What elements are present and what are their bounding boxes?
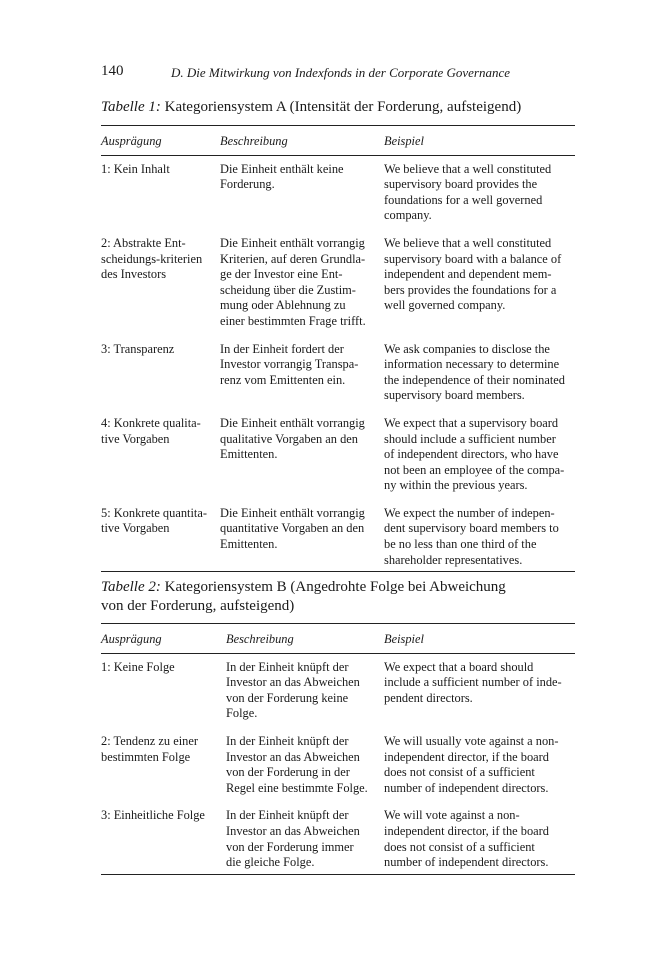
cell-line: renz vom Emittenten ein. [220,372,346,387]
cell-line: Die Einheit enthält vorrangig [220,235,365,250]
cell-line: dent supervisory board members to [384,521,559,536]
cell-line: independent director, if the board [384,823,549,838]
cell-line: einer bestimmten Frage trifft. [220,313,366,328]
table1-header-beschreibung: Beschreibung [220,126,384,156]
table-cell-beschreibung [220,231,384,337]
cell-line: Kriterien, auf deren Grundla- [220,251,366,266]
table-cell-beispiel [384,411,575,501]
table1-header-beispiel: Beispiel [384,126,575,156]
cell-line: tive Vorgaben [101,521,170,536]
cell-line: should include a sufficient number [384,431,556,446]
table-cell-beispiel [384,729,575,803]
cell-line: 3: Einheitliche Folge [101,808,205,823]
table-row [101,231,575,337]
cell-line: 4: Konkrete qualita- [101,415,201,430]
table1-header-row [101,126,575,156]
table-cell-beschreibung [226,653,384,729]
table-cell-beschreibung [220,411,384,501]
cell-line: be no less than one third of the [384,537,537,552]
table-cell-auspraegung [101,729,226,803]
table-cell-auspraegung [101,337,220,411]
table-row [101,155,575,231]
table-row [101,729,575,803]
cell-line: We ask companies to disclose the [384,341,550,356]
cell-line: von der Forderung keine [226,690,349,705]
table1 [101,125,575,572]
cell-line: die gleiche Folge. [226,855,315,870]
table2 [101,623,575,875]
table-cell-auspraegung [101,231,220,337]
table1-body [101,155,575,572]
cell-line: Die Einheit enthält vorrangig [220,415,365,430]
cell-line: We believe that a well constituted [384,235,552,250]
cell-line: von der Forderung in der [226,765,350,780]
table-cell-beispiel [384,803,575,874]
table1-caption-label: Tabelle 1: [101,99,161,115]
table-cell-beispiel [384,231,575,337]
cell-line: foundations for a well governed [384,192,543,207]
cell-line: Investor vorrangig Transpa- [220,357,359,372]
cell-line: independent director, if the board [384,749,549,764]
cell-line: von der Forderung immer [226,839,354,854]
cell-line: In der Einheit knüpft der [226,808,349,823]
cell-line: 1: Keine Folge [101,659,175,674]
page-header [101,63,581,83]
table1-header-auspraegung: Ausprägung [101,126,220,156]
table2-header-beschreibung: Beschreibung [226,624,384,654]
cell-line: 1: Kein Inhalt [101,161,170,176]
cell-line: number of independent directors. [384,855,549,870]
table2-caption-line-1: Kategoriensystem B (Angedrohte Folge bei Abweichung [164,579,506,595]
cell-line: We expect the number of indepen- [384,505,555,520]
cell-line: the independence of their nominated [384,372,565,387]
table-cell-beschreibung [220,155,384,231]
cell-line: information necessary to determine [384,357,560,372]
table2-body [101,653,575,874]
cell-line: We expect that a supervisory board [384,415,559,430]
cell-line: bestimmten Folge [101,749,191,764]
cell-line: ny within the previous years. [384,478,528,493]
table-row [101,337,575,411]
cell-line: 2: Tendenz zu einer [101,733,198,748]
cell-line: supervisory board members. [384,388,525,403]
table-cell-beispiel [384,337,575,411]
cell-line: company. [384,208,432,223]
cell-line: supervisory board provides the [384,177,538,192]
table-row [101,653,575,729]
table-cell-auspraegung [101,155,220,231]
cell-line: Investor an das Abweichen [226,675,360,690]
table2-header-row [101,624,575,654]
table1-caption-text: Kategoriensystem A (Intensität der Forderung, aufsteigend) [164,99,522,115]
cell-line: include a sufficient number of inde- [384,675,562,690]
cell-line: We believe that a well constituted [384,161,552,176]
cell-line: Forderung. [220,177,275,192]
cell-line: qualitative Vorgaben an den [220,431,358,446]
cell-line: does not consist of a sufficient [384,765,535,780]
cell-line: Investor an das Abweichen [226,823,360,838]
cell-line: 2: Abstrakte Ent- [101,235,186,250]
table-cell-beschreibung [220,501,384,572]
cell-line: does not consist of a sufficient [384,839,535,854]
cell-line: 3: Transparenz [101,341,175,356]
table-cell-beschreibung [226,729,384,803]
cell-line: In der Einheit fordert der [220,341,344,356]
cell-line: supervisory board with a balance of [384,251,562,266]
cell-line: tive Vorgaben [101,431,170,446]
table2-header-beispiel: Beispiel [384,624,575,654]
table-cell-auspraegung [101,501,220,572]
table-cell-beispiel [384,501,575,572]
table-row [101,501,575,572]
cell-line: Folge. [226,706,258,721]
table-cell-beispiel [384,653,575,729]
table2-header-auspraegung: Ausprägung [101,624,226,654]
table2-caption-label: Tabelle 2: [101,579,161,595]
table-cell-auspraegung [101,411,220,501]
cell-line: pendent directors. [384,690,473,705]
cell-line: ge der Investor eine Ent- [220,267,343,282]
cell-line: In der Einheit knüpft der [226,659,349,674]
cell-line: Emittenten. [220,537,278,552]
table2-caption-line-2: von der Forderung, aufsteigend) [101,598,295,614]
cell-line: In der Einheit knüpft der [226,733,349,748]
cell-line: We will vote against a non- [384,808,520,823]
cell-line: We expect that a board should [384,659,534,674]
table-cell-beschreibung [220,337,384,411]
cell-line: of independent directors, who have [384,447,559,462]
cell-line: number of independent directors. [384,780,549,795]
table-cell-auspraegung [101,803,226,874]
cell-line: not been an employee of the compa- [384,462,565,477]
cell-line: mung oder Ablehnung zu [220,298,346,313]
cell-line: des Investors [101,267,167,282]
cell-line: quantitative Vorgaben an den [220,521,365,536]
cell-line: 5: Konkrete quantita- [101,505,207,520]
cell-line: scheidungs-kriterien [101,251,203,266]
cell-line: well governed company. [384,298,506,313]
cell-line: bers provides the foundations for a [384,282,557,297]
table-row [101,411,575,501]
cell-line: Die Einheit enthält keine [220,161,344,176]
table-cell-auspraegung [101,653,226,729]
cell-line: Investor an das Abweichen [226,749,360,764]
cell-line: We will usually vote against a non- [384,733,559,748]
cell-line: independent and dependent mem- [384,267,552,282]
table1-caption [101,98,581,117]
cell-line: scheidung über die Zustim- [220,282,356,297]
running-head: D. Die Mitwirkung von Indexfonds in der Corporate Governance [171,65,511,80]
cell-line: Die Einheit enthält vorrangig [220,505,365,520]
table-row [101,803,575,874]
table2-caption [101,578,581,616]
cell-line: shareholder representatives. [384,552,523,567]
cell-line: Emittenten. [220,447,278,462]
cell-line: Regel eine bestimmte Folge. [226,780,368,795]
table-cell-beispiel [384,155,575,231]
table-cell-beschreibung [226,803,384,874]
page-number: 140 [101,63,124,79]
